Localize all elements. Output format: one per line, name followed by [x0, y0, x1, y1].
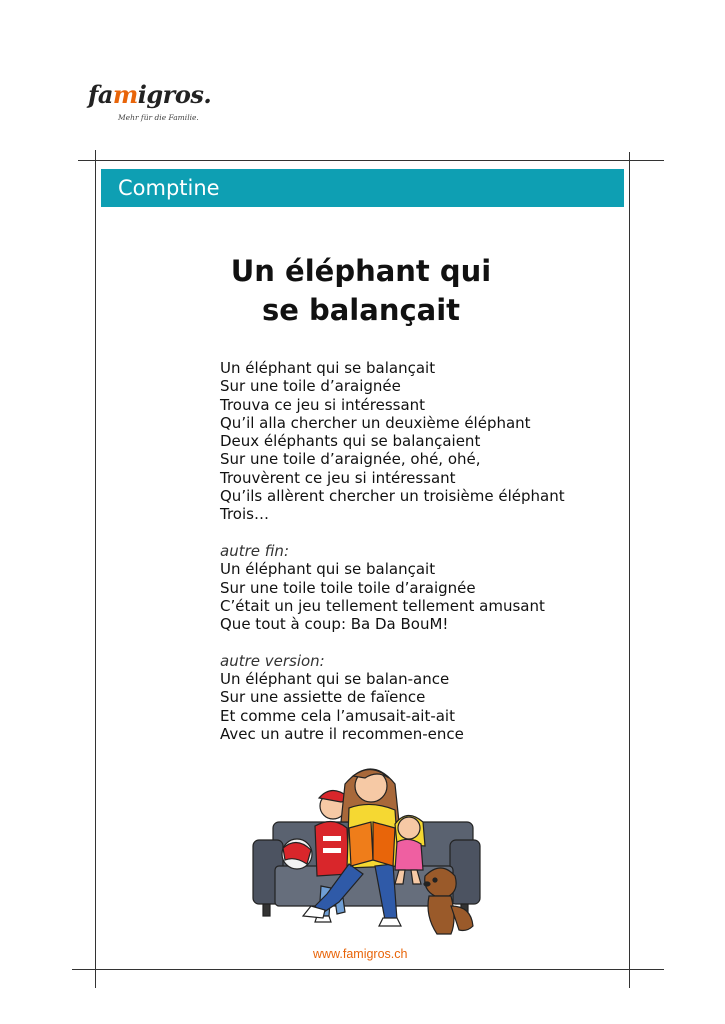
frame-top-line [78, 160, 664, 161]
alt-version-line: Un éléphant qui se balan-ance [220, 670, 450, 689]
alt-version-label: autre version: [220, 651, 325, 670]
famigros-logo [88, 80, 228, 130]
title-line-1: Un éléphant qui [230, 254, 492, 288]
logo-wordmark [88, 80, 211, 109]
verse-line: Trouva ce jeu si intéressant [220, 395, 426, 414]
stanza-gap [220, 633, 620, 651]
alt-end-line: C’était un jeu tellement tellement amusant [220, 596, 545, 615]
verse-line: Un éléphant qui se balançait [220, 359, 436, 377]
verse-line: Trouvèrent ce jeu si intéressant [220, 468, 456, 487]
alt-version-line: Avec un autre il recommen-ence [220, 724, 464, 743]
alt-end-line: Un éléphant qui se balançait [220, 560, 436, 579]
poem-text [220, 359, 620, 743]
ball-graphic [282, 839, 312, 869]
stanza-gap [220, 524, 620, 542]
alt-end-line: Sur une toile toile toile d’araignée [220, 578, 476, 597]
logo-suffix: igros. [137, 80, 212, 109]
title-line-2: se balançait [261, 293, 461, 327]
verse-line: Sur une toile d’araignée [220, 377, 401, 396]
banner-label: Comptine [118, 176, 220, 200]
verse-line: Sur une toile d’araignée, ohé, ohé, [220, 450, 481, 469]
footer-website-link[interactable]: www.famigros.ch [313, 947, 408, 961]
logo-accent: m [112, 80, 138, 109]
verse-line: Qu’ils allèrent chercher un troisième éléphant [220, 487, 565, 506]
frame-bottom-line [72, 969, 664, 970]
verse-line: Qu’il alla chercher un deuxième éléphant [220, 413, 531, 432]
logo-prefix: fa [88, 80, 113, 109]
alt-version-line: Sur une assiette de faïence [220, 688, 426, 707]
alt-version-line: Et comme cela l’amusait-ait-ait [220, 706, 455, 725]
frame-left-line [95, 150, 96, 988]
alt-end-label: autre fin: [220, 541, 289, 560]
logo-tagline: Mehr für die Familie. [118, 113, 199, 122]
frame-right-line [629, 152, 630, 988]
verse-line: Trois… [220, 505, 269, 524]
verse-line: Deux éléphants qui se balançaient [220, 432, 481, 451]
page-title [160, 252, 562, 330]
family-reading-illustration [245, 756, 485, 941]
alt-end-line: Que tout à coup: Ba Da BouM! [220, 615, 449, 634]
category-banner [101, 169, 624, 207]
